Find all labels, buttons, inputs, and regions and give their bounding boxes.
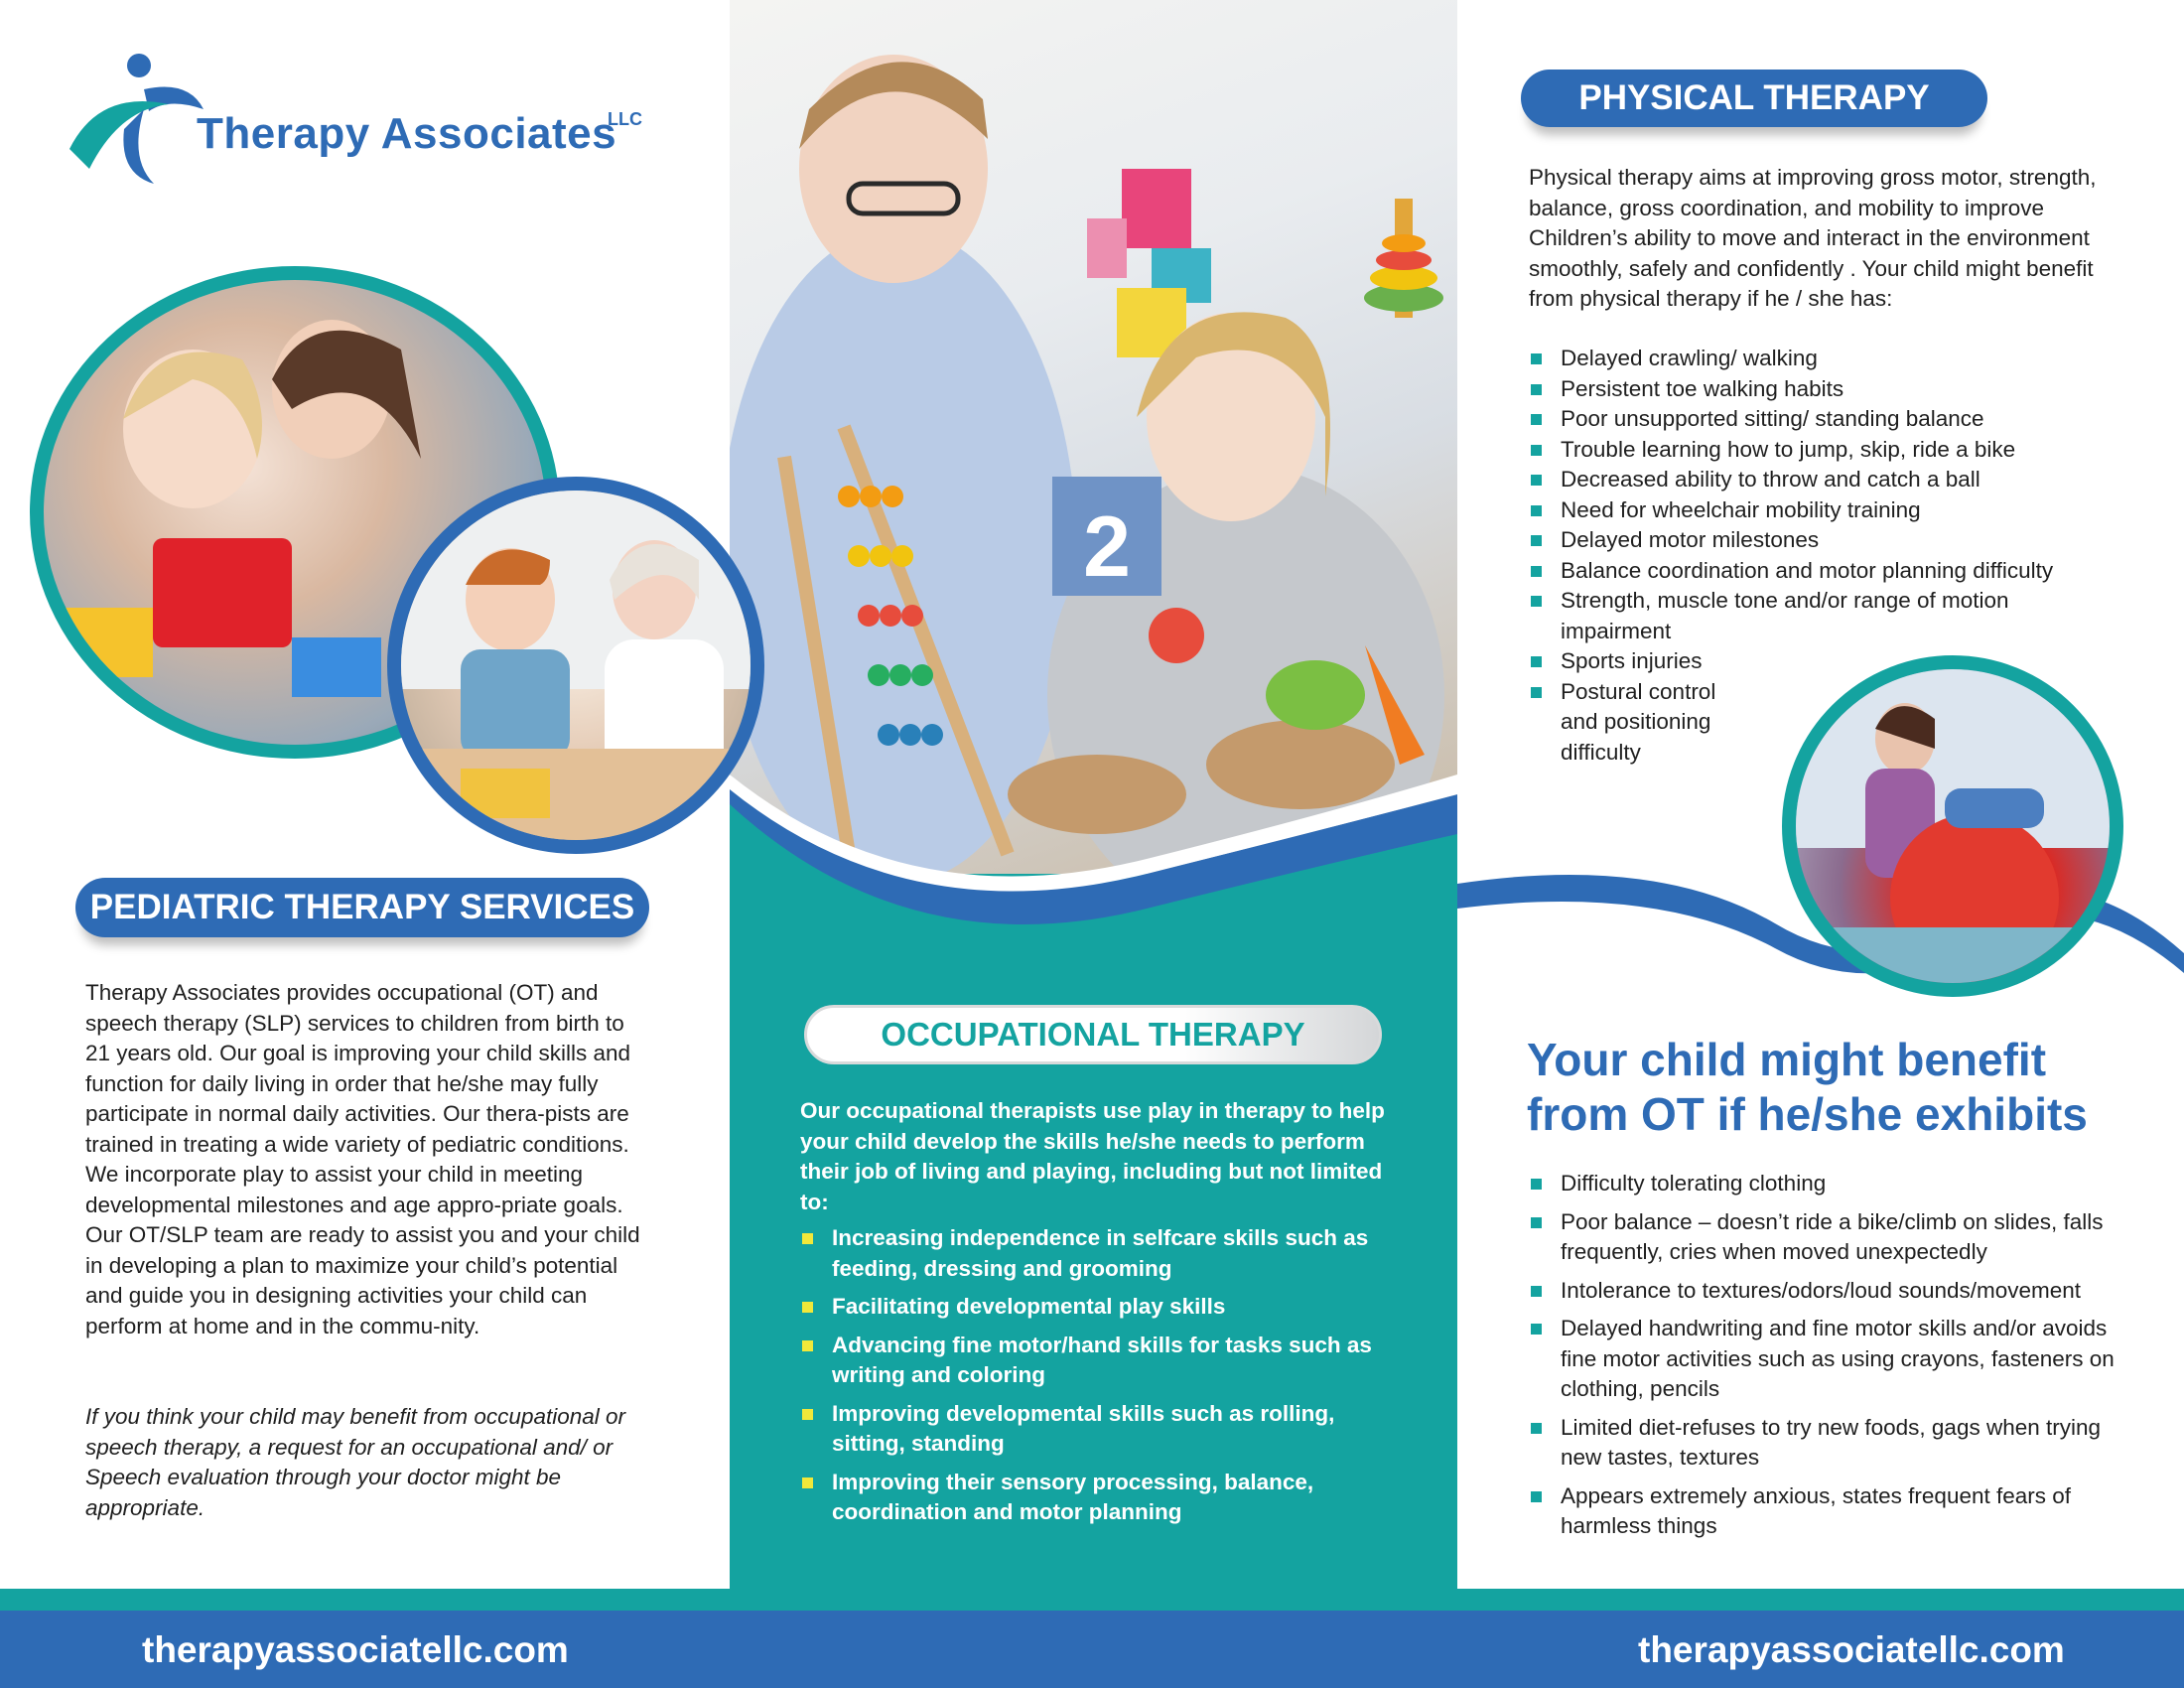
footer-teal-stripe (0, 1589, 2184, 1611)
list-item: Improving developmental skills such as rolling, sitting, standing (800, 1399, 1396, 1460)
physical-therapy-list (1529, 344, 2105, 768)
pediatric-therapy-title: PEDIATRIC THERAPY SERVICES (75, 878, 649, 937)
physical-therapy-title: PHYSICAL THERAPY (1521, 70, 1987, 127)
ot-benefit-heading: Your child might benefit from OT if he/she exhibits (1527, 1034, 2088, 1140)
list-item: Improving their sensory processing, balance, coordination and motor planning (800, 1468, 1396, 1528)
bullet-square-icon (802, 1233, 813, 1244)
bullet-square-icon (1531, 535, 1542, 546)
bullet-square-icon (1531, 475, 1542, 486)
occupational-therapy-intro: Our occupational therapists use play in therapy to help your child develop the skills he/she needs to perform their job of living and playing, including but not limited to: (800, 1098, 1385, 1214)
occupational-therapy-list (800, 1223, 1396, 1536)
list-item: Persistent toe walking habits (1529, 374, 2105, 405)
bullet-square-icon (1531, 1179, 1542, 1190)
bullet-square-icon (1531, 414, 1542, 425)
bullet-square-icon (802, 1477, 813, 1488)
pediatric-description: Therapy Associates provides occupational (OT) and speech therapy (SLP) services to children from birth to 21 years old. Our goal is improving your child skills and function for daily living in order that he/she may fully participate in normal daily activities. Our thera-pists are trained in treating a wide variety of pediatric conditions. We incorporate play to assist your child in meeting developmental milestones and age appro-priate goals. Our OT/SLP team are ready to assist you and your child in developing a plan to maximize your child’s potential and guide you in designing activities your child can perform at home and in the commu-nity. (85, 980, 640, 1338)
list-item: Need for wheelchair mobility training (1529, 495, 2105, 526)
website-link-left[interactable]: therapyassociatellc.com (142, 1629, 569, 1670)
list-item: Delayed handwriting and fine motor skills and/or avoids fine motor activities such as using crayons, fasteners on clothing, pencils (1529, 1314, 2144, 1405)
brand-suffix: LLC (608, 109, 642, 129)
list-item: Strength, muscle tone and/or range of motion impairment (1529, 586, 2105, 646)
list-item: Facilitating developmental play skills (800, 1292, 1396, 1323)
list-item: Difficulty tolerating clothing (1529, 1169, 2144, 1199)
list-item: Sports injuries (1529, 646, 2105, 677)
pediatric-referral-note: If you think your child may benefit from occupational or speech therapy, a request for an occupational and/ or Speech evaluation through your doctor might be appropriate. (85, 1404, 626, 1520)
bullet-square-icon (1531, 687, 1542, 698)
bullet-square-icon (1531, 596, 1542, 607)
svg-text:2: 2 (1083, 499, 1131, 595)
list-item: Delayed crawling/ walking (1529, 344, 2105, 374)
list-item: Decreased ability to throw and catch a ball (1529, 465, 2105, 495)
bullet-square-icon (1531, 1324, 1542, 1335)
bullet-square-icon (1531, 566, 1542, 577)
boy-with-therapist-photo (387, 477, 764, 854)
brand-name: Therapy Associates (197, 109, 617, 158)
list-item: Balance coordination and motor planning difficulty (1529, 556, 2105, 587)
list-item: Trouble learning how to jump, skip, ride a bike (1529, 435, 2105, 466)
list-item: Appears extremely anxious, states frequent fears of harmless things (1529, 1481, 2144, 1542)
center-wave-decoration (730, 695, 1457, 1013)
bullet-square-icon (1531, 1217, 1542, 1228)
list-item: Increasing independence in selfcare skills such as feeding, dressing and grooming (800, 1223, 1396, 1284)
bullet-square-icon (1531, 445, 1542, 456)
bullet-square-icon (1531, 1286, 1542, 1297)
bullet-square-icon (1531, 353, 1542, 364)
list-item: Poor balance – doesn’t ride a bike/climb on slides, falls frequently, cries when moved unexpectedly (1529, 1207, 2144, 1268)
ot-benefit-list (1529, 1169, 2144, 1550)
bullet-square-icon (1531, 1491, 1542, 1502)
bullet-square-icon (1531, 656, 1542, 667)
bullet-square-icon (802, 1340, 813, 1351)
list-item: Poor unsupported sitting/ standing balance (1529, 404, 2105, 435)
bullet-square-icon (1531, 1423, 1542, 1434)
bullet-square-icon (802, 1302, 813, 1313)
occupational-therapy-title: OCCUPATIONAL THERAPY (804, 1005, 1382, 1064)
bullet-square-icon (802, 1409, 813, 1420)
website-link-right[interactable]: therapyassociatellc.com (1638, 1629, 2065, 1670)
bullet-square-icon (1531, 384, 1542, 395)
list-item: Advancing fine motor/hand skills for tasks such as writing and coloring (800, 1331, 1396, 1391)
list-item: Limited diet-refuses to try new foods, gags when trying new tastes, textures (1529, 1413, 2144, 1474)
physical-therapy-description: Physical therapy aims at improving gross motor, strength, balance, gross coordination, and mobility to improve Children’s ability to move and interact in the environment smoothly, safely and confidently . Your child might benefit from physical therapy if he / she has: (1529, 165, 2097, 311)
list-item: Intolerance to textures/odors/loud sounds/movement (1529, 1276, 2144, 1307)
bullet-square-icon (1531, 505, 1542, 516)
list-item: Delayed motor milestones (1529, 525, 2105, 556)
list-item: Postural control and positioning difficulty (1529, 677, 1759, 769)
